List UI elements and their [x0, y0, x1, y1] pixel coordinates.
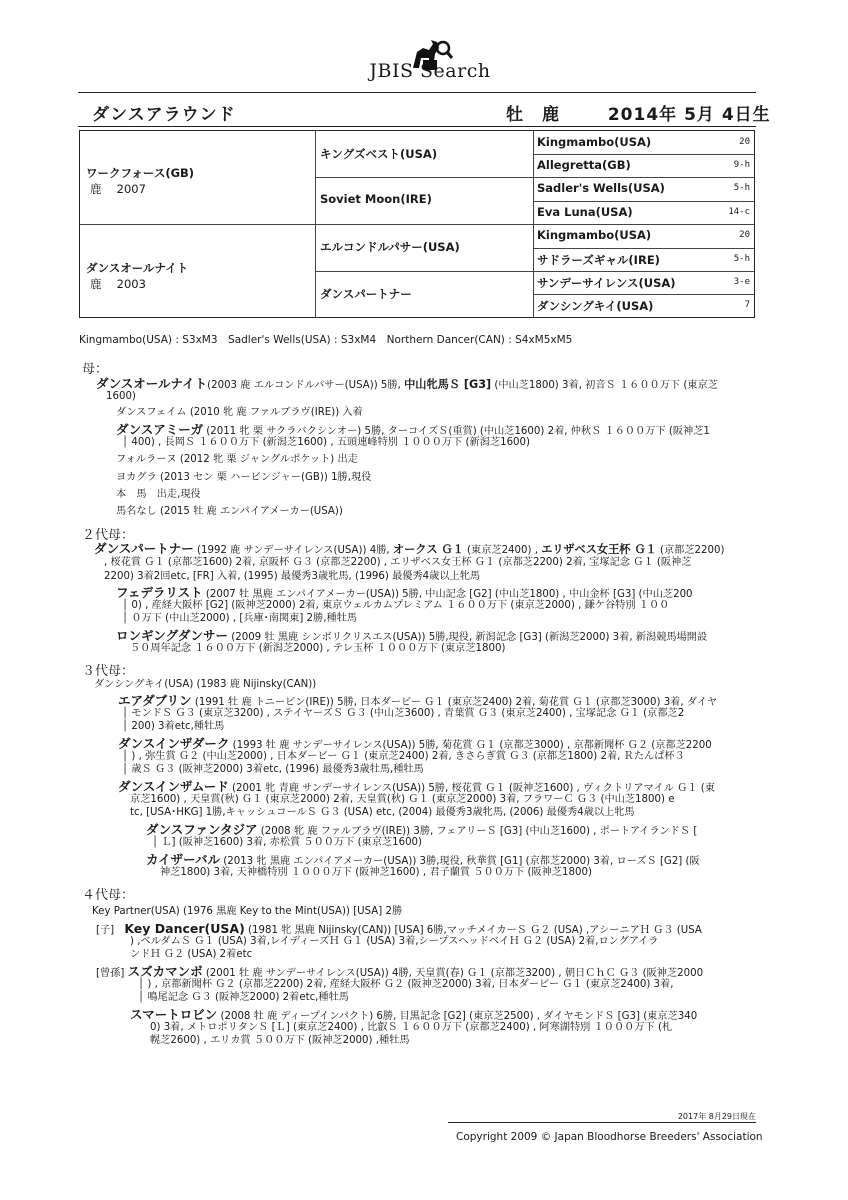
gen2-name: Soviet Moon(IRE): [320, 192, 432, 206]
offspring-line: 本 馬 出走,現役: [116, 489, 201, 500]
horse-link[interactable]: ダンスアミーガ: [116, 422, 204, 437]
family-number: 5-h: [733, 183, 750, 193]
g3-offspring-cont: │ 200) 3着etc,種牡馬: [122, 721, 225, 732]
gen3-name: ダンシングキイ(USA): [537, 299, 654, 313]
relation-tag: [曾孫]: [96, 968, 125, 979]
offspring-line: ヨカグラ (2013 セン 栗 ハービンジャー(GB)) 1勝,現役: [116, 472, 372, 483]
horse-link[interactable]: ダンスパートナー: [94, 541, 194, 556]
record-text: 200) 3着etc,種牡馬: [131, 721, 225, 732]
horse-sex-color: 牡 鹿: [506, 105, 560, 125]
g4-descendant-cont: 幌芝2600) , エリカ賞 ５００万下 (阪神芝2000) ,種牡馬: [150, 1035, 410, 1046]
horse-name: ダンスアラウンド: [92, 105, 236, 125]
record-text: (中山芝1800) 3着, 初音Ｓ １６００万下 (東京芝: [491, 380, 718, 391]
horse-link[interactable]: ダンスインザダーク: [118, 736, 230, 751]
family-number: 3-e: [733, 277, 750, 287]
pedigree-gen3-cell: [533, 154, 754, 177]
record-text: (2001 牝 青鹿 サンデーサイレンス(USA)) 5勝, 桜花賞 Ｇ１ (阪神芝1600) , ヴィクトリアマイル Ｇ１ (東: [228, 783, 715, 794]
gen3-name: Allegretta(GB): [537, 158, 631, 172]
copyright: Copyright 2009 © Japan Bloodhorse Breeders' Association: [456, 1131, 763, 1143]
g2-line-cont: 2200) 3着2回etc, [FR] 入着, (1995) 最優秀3歳牝馬, (1996) 最優秀4歳以上牝馬: [104, 571, 481, 582]
section-dam-heading: 母：: [82, 362, 109, 377]
record-text: (1981 牝 黒鹿 Nijinsky(CAN)) [USA] 6勝,マッチメイカーＳ Ｇ２ (USA) ,アシーニアＨ Ｇ３ (USA: [244, 925, 702, 936]
gen3-name: サドラーズギャル(IRE): [537, 253, 660, 267]
pedigree-gen3-cell: [533, 224, 754, 248]
gen3-name: Eva Luna(USA): [537, 205, 633, 219]
gen3-name: サンデーサイレンス(USA): [537, 276, 676, 290]
gen2-name: キングズベスト(USA): [320, 147, 438, 161]
footer-rule: [448, 1122, 756, 1123]
race-name: エリザベス女王杯 Ｇ１: [541, 543, 657, 556]
family-number: 20: [739, 230, 750, 240]
record-text: (2011 牝 栗 サクラバクシンオー) 5勝, ターコイズＳ(重賞) (中山芝1600) 2着, 仲秋Ｓ １６００万下 (阪神芝1: [203, 426, 710, 437]
gen3-name: Kingmambo(USA): [537, 228, 652, 242]
record-text: (1991 牡 鹿 トニービン(IRE)) 5勝, 日本ダービー Ｇ１ (東京芝2400) 2着, 菊花賞 Ｇ１ (京都芝3000) 3着, ダイヤ: [191, 697, 718, 708]
g3-offspring-cont: │ 歳Ｓ Ｇ３ (阪神芝2000) 3着etc, (1996) 最優秀3歳牡馬,種牡馬: [122, 764, 424, 775]
jbis-logo: [365, 38, 495, 86]
dam-line-cont: 1600): [106, 391, 136, 402]
record-text: (2013 牝 黒鹿 エンパイアメーカー(USA)) 3勝,現役, 秋華賞 [G1] (京都芝2000) 3着, ローズＳ [G2] (阪: [220, 856, 700, 867]
gen2-name: エルコンドルパサー(USA): [320, 240, 460, 254]
horse-link[interactable]: エアダブリン: [118, 693, 192, 708]
g2-offspring-cont: │ ０万下 (中山芝2000) , [兵庫･南関東] 2勝,種牡馬: [122, 613, 358, 624]
record-text: モンドＳ Ｇ３ (東京芝3200) , ステイヤーズＳ Ｇ３ (中山芝3600) , 青葉賞 Ｇ３ (東京芝2400) , 宝塚記念 Ｇ１ (京都芝2: [131, 708, 685, 719]
g2-line-cont: , 桜花賞 Ｇ１ (京都芝1600) 2着, 京阪杯 Ｇ３ (京都芝2200) , エリザベス女王杯 Ｇ１ (京都芝2200) 2着, 宝塚記念 Ｇ１ (阪神芝: [104, 557, 692, 568]
pedigree-gen3-cell: [533, 131, 754, 154]
header-rule-top: [78, 92, 756, 93]
pedigree-dam: [80, 224, 315, 317]
record-text: (2001 牡 鹿 サンデーサイレンス(USA)) 4勝, 天皇賞(春) Ｇ１ (京都芝3200) , 朝日ＣｈＣ Ｇ３ (阪神芝2000: [202, 968, 704, 979]
horse-meta: [506, 100, 771, 125]
pedigree-sire: [80, 131, 315, 224]
horse-link[interactable]: ダンスインザムード: [118, 779, 229, 794]
horse-link[interactable]: スマートロビン: [130, 1007, 218, 1022]
section-g2-heading: ２代母：: [82, 528, 135, 543]
g4-descendant-cont: ) ,ベルダムＳ Ｇ１ (USA) 3着,レイディーズＨ Ｇ１ (USA) 3着,シープスヘッドベイＨ Ｇ２ (USA) 2着,ロングアイラ: [130, 936, 659, 947]
horse-link[interactable]: ダンスオールナイト: [96, 376, 208, 391]
horse-link[interactable]: ロンギングダンサー: [116, 628, 229, 643]
horse-link[interactable]: ダンスファンタジア: [146, 822, 258, 837]
g4-descendant-cont: │ 鳴尾記念 Ｇ３ (阪神芝2000) 2着etc,種牡馬: [138, 992, 349, 1003]
g2-offspring-cont: │ 0) , 産経大阪杯 [G2] (阪神芝2000) 2着, 東京ウェルカムプレミアム １６００万下 (東京芝2000) , 鎌ケ谷特別 １００: [122, 600, 670, 611]
g4-descendant-cont: 0) 3着, メトロポリタンＳ [Ｌ] (東京芝2400) , 比叡Ｓ １６００万下 (京都芝2400) , 阿寒湖特別 １０００万下 (札: [150, 1022, 673, 1033]
pedigree-gen2-cell: [315, 177, 533, 224]
g4-dam-line: Key Partner(USA) (1976 黒鹿 Key to the Mint(USA)) [USA] 2勝: [92, 906, 403, 917]
g3-grandchild-cont: 神芝1800) 3着, 天神橋特別 １０００万下 (阪神芝1600) , 君子蘭賞 ５００万下 (阪神芝1800): [160, 867, 592, 878]
horse-link[interactable]: スズカマンボ: [127, 964, 203, 979]
offspring-line: フォルラーヌ (2012 牝 栗 ジャングルポケット) 出走: [116, 454, 358, 465]
family-number: 7: [744, 300, 750, 310]
g3-offspring-cont: 京芝1600) , 天皇賞(秋) Ｇ１ (東京芝2000) 2着, 天皇賞(秋) Ｇ１ (東京芝2000) 3着, フラワーＣ Ｇ３ (中山芝1800) e: [130, 794, 675, 805]
gen3-name: Sadler's Wells(USA): [537, 181, 665, 195]
offspring-line: ダンスフェイム (2010 牝 鹿 ファルブラヴ(IRE)) 入着: [116, 407, 363, 418]
inbreeding-summary: Kingmambo(USA) : S3xM3 Sadler's Wells(USA) : S3xM4 Northern Dancer(CAN) : S4xM5xM5: [79, 334, 573, 346]
race-name: 中山牝馬Ｓ [G3]: [404, 378, 492, 391]
race-name: オークス Ｇ１: [392, 543, 464, 556]
sire-name: ワークフォース(GB): [86, 166, 195, 180]
g4-descendant-cont: ンドＨ Ｇ２ (USA) 2着etc: [130, 949, 253, 960]
header-rule-bottom: [78, 126, 756, 127]
family-number: 9-h: [733, 160, 750, 170]
record-text: 400) , 長岡Ｓ １６００万下 (新潟芝1600) , 五頭連峰特別 １０００万下 (新潟芝1600): [131, 437, 530, 448]
record-text: (2003 鹿 エルコンドルパサー(USA)) 5勝,: [207, 380, 405, 391]
dam-name: ダンスオールナイト: [86, 261, 189, 275]
record-text: 鳴尾記念 Ｇ３ (阪神芝2000) 2着etc,種牡馬: [147, 992, 349, 1003]
g3-offspring-cont: │ ) , 弥生賞 Ｇ２ (中山芝2000) , 日本ダービー Ｇ１ (東京芝2400) 2着, きさらぎ賞 Ｇ３ (京都芝1800) 2着, Ｒたんぱ杯３: [122, 751, 685, 762]
horse-link[interactable]: Key Dancer(USA): [124, 921, 245, 936]
logo-text: JBIS Search: [369, 60, 491, 82]
gen2-name: ダンスパートナー: [320, 287, 412, 301]
pedigree-gen3-cell: [533, 294, 754, 317]
g3-grandchild-cont: │ Ｌ] (阪神芝1600) 3着, 赤松賞 ５００万下 (東京芝1600): [152, 837, 423, 848]
g4-descendant-cont: │ ) , 京都新聞杯 Ｇ２ (京都芝2200) 2着, 産経大阪杯 Ｇ２ (阪神芝2000) 3着, 日本ダービー Ｇ１ (東京芝2400) 3着,: [138, 979, 674, 990]
pedigree-gen3-cell: [533, 248, 754, 271]
record-text: (1992 鹿 サンデーサイレンス(USA)) 4勝,: [193, 545, 393, 556]
record-text: (2008 牝 鹿 ファルブラヴ(IRE)) 3勝, フェアリーＳ [G3] (中山芝1600) , ポートアイランドＳ [: [257, 826, 698, 837]
pedigree-gen2-cell: [315, 131, 533, 177]
as-of-date: 2017年 8月29日現在: [677, 1112, 756, 1121]
family-number: 14-c: [728, 207, 750, 217]
record-text: ) , 弥生賞 Ｇ２ (中山芝2000) , 日本ダービー Ｇ１ (東京芝2400) 2着, きさらぎ賞 Ｇ３ (京都芝1800) 2着, Ｒたんぱ杯３: [131, 751, 685, 762]
record-text: (1993 牡 鹿 サンデーサイレンス(USA)) 5勝, 菊花賞 Ｇ１ (京都芝3000) , 京都新聞杯 Ｇ２ (京都芝2200: [229, 740, 712, 751]
dam-line: [96, 376, 718, 393]
g3-offspring-cont: │ モンドＳ Ｇ３ (東京芝3200) , ステイヤーズＳ Ｇ３ (中山芝3600) , 青葉賞 Ｇ３ (東京芝2400) , 宝塚記念 Ｇ１ (京都芝2: [122, 708, 685, 719]
sire-sub: 鹿 2007: [90, 182, 146, 196]
pedigree-gen3-cell: [533, 201, 754, 224]
g3-dam-line: ダンシングキイ(USA) (1983 鹿 Nijinsky(CAN)): [94, 679, 317, 690]
record-text: ０万下 (中山芝2000) , [兵庫･南関東] 2勝,種牡馬: [131, 613, 358, 624]
record-text: ) , 京都新聞杯 Ｇ２ (京都芝2200) 2着, 産経大阪杯 Ｇ２ (阪神芝2000) 3着, 日本ダービー Ｇ１ (東京芝2400) 3着,: [147, 979, 674, 990]
g3-offspring-cont: tc, [USA･HKG] 1勝,キャッシュコールＳ Ｇ３ (USA) etc, (2004) 最優秀3歳牝馬, (2006) 最優秀4歳以上牝馬: [130, 807, 635, 818]
dam-sub: 鹿 2003: [90, 277, 146, 291]
family-number: 20: [739, 137, 750, 147]
record-text: (2007 牡 黒鹿 エンパイアメーカー(USA)) 5勝, 中山記念 [G2] (中山芝1800) , 中山金杯 [G3] (中山芝200: [202, 589, 693, 600]
pedigree-gen2-cell: [315, 271, 533, 317]
g2-offspring-cont: ５０周年記念 １６００万下 (新潟芝2000) , テレ玉杯 １０００万下 (東京芝1800): [130, 643, 506, 654]
record-text: 歳Ｓ Ｇ３ (阪神芝2000) 3着etc, (1996) 最優秀3歳牡馬,種牡馬: [131, 764, 424, 775]
relation-tag: [子]: [96, 925, 115, 936]
gen3-name: Kingmambo(USA): [537, 135, 652, 149]
horse-birth: 2014年 5月 4日生: [607, 105, 771, 125]
offspring-line: 馬名なし (2015 牡 鹿 エンパイアメーカー(USA)): [116, 506, 343, 517]
pedigree-gen3-cell: [533, 271, 754, 294]
pedigree-gen2-cell: [315, 224, 533, 271]
record-text: (2009 牡 黒鹿 シンボリクリスエス(USA)) 5勝,現役, 新潟記念 [G3] (新潟芝2000) 3着, 新潟競馬場開設: [228, 632, 708, 643]
record-text: (2008 牡 鹿 ディープインパクト) 6勝, 目黒記念 [G2] (東京芝2500) , ダイヤモンドＳ [G3] (東京芝340: [217, 1011, 698, 1022]
section-g4-heading: ４代母：: [82, 888, 135, 903]
offspring-line-cont: │ 400) , 長岡Ｓ １６００万下 (新潟芝1600) , 五頭連峰特別 １０００万下 (新潟芝1600): [122, 437, 530, 448]
record-text: (東京芝2400) ,: [463, 545, 542, 556]
section-g3-heading: ３代母：: [82, 664, 135, 679]
pedigree-gen3-cell: [533, 177, 754, 201]
family-number: 5-h: [733, 254, 750, 264]
record-text: Ｌ] (阪神芝1600) 3着, 赤松賞 ５００万下 (東京芝1600): [161, 837, 423, 848]
horse-link[interactable]: フェデラリスト: [116, 585, 203, 600]
horse-link[interactable]: カイザーバル: [146, 852, 221, 867]
record-text: 0) , 産経大阪杯 [G2] (阪神芝2000) 2着, 東京ウェルカムプレミアム １６００万下 (東京芝2000) , 鎌ケ谷特別 １００: [131, 600, 670, 611]
record-text: (京都芝2200): [656, 545, 725, 556]
pedigree-table: [79, 130, 755, 318]
